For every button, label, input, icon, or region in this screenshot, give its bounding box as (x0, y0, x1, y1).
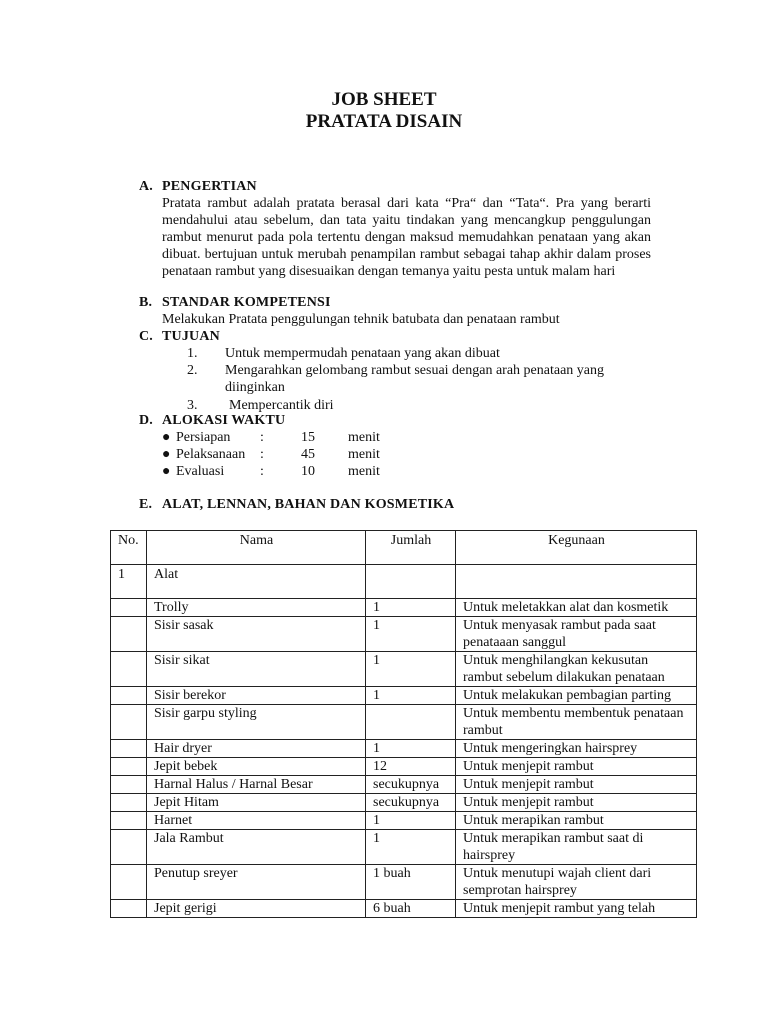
column-header-kegunaan: Kegunaan (456, 531, 697, 565)
equipment-table (110, 530, 697, 918)
table-row: Jepit Hitam secukupnya Untuk menjepit rambut (111, 794, 697, 812)
section-heading: B. STANDAR KOMPETENSI (139, 295, 331, 310)
table-row: Harnet 1 Untuk merapikan rambut (111, 812, 697, 830)
table-row: Hair dryer 1 Untuk mengeringkan hairsprey (111, 740, 697, 758)
table-row: Sisir sikat 1 Untuk menghilangkan kekusutan rambut sebelum dilakukan penataan (111, 652, 697, 687)
group-number: 1 (111, 565, 147, 599)
title-line-1: JOB SHEET (331, 89, 437, 110)
table-row: Sisir berekor 1 Untuk melakukan pembagian parting (111, 687, 697, 705)
table-row: Sisir sasak 1 Untuk menyasak rambut pada saat penataaan sanggul (111, 617, 697, 652)
column-header-no: No. (111, 531, 147, 565)
section-standar-kompetensi (139, 294, 651, 328)
title-line-2: PRATATA DISAIN (305, 111, 463, 132)
list-item: ● Persiapan : 15 menit (162, 430, 380, 445)
table-row: Jepit bebek 12 Untuk menjepit rambut (111, 758, 697, 776)
section-pengertian (139, 178, 651, 280)
bullet-icon: ● (162, 464, 171, 479)
section-tujuan (139, 328, 651, 414)
table-row: Jepit gerigi 6 buah Untuk menjepit rambut yang telah (111, 900, 697, 918)
table-row: Harnal Halus / Harnal Besar secukupnya Untuk menjepit rambut (111, 776, 697, 794)
list-item: ● Pelaksanaan : 45 menit (162, 447, 380, 462)
list-item: 1. Untuk mempermudah penataan yang akan dibuat (187, 346, 500, 361)
list-item: ● Evaluasi : 10 menit (162, 464, 380, 479)
section-heading: D. ALOKASI WAKTU (139, 413, 286, 428)
table-row: Trolly 1 Untuk meletakkan alat dan kosmetik (111, 599, 697, 617)
section-alokasi-waktu (139, 412, 651, 480)
group-name: Alat (147, 565, 366, 599)
table-row: Penutup sreyer 1 buah Untuk menutupi wajah client dari semprotan hairsprey (111, 865, 697, 900)
column-header-nama: Nama (147, 531, 366, 565)
table-header-row (111, 531, 697, 565)
table-group-row (111, 565, 697, 599)
document-title (0, 89, 768, 133)
section-body: Melakukan Pratata penggulungan tehnik batubata dan penataan rambut (162, 312, 560, 327)
column-header-jumlah: Jumlah (366, 531, 456, 565)
list-item: 2. Mengarahkan gelombang rambut sesuai dengan arah penataan yang diinginkan (187, 363, 605, 395)
table-row: Jala Rambut 1 Untuk merapikan rambut saat di hairsprey (111, 830, 697, 865)
table-row: Sisir garpu styling Untuk membentu membentuk penataan rambut (111, 705, 697, 740)
section-heading: A. PENGERTIAN (139, 179, 257, 194)
bullet-icon: ● (162, 430, 171, 445)
section-body: Pratata rambut adalah pratata berasal dari kata “Pra“ dan “Tata“. Pra yang berarti mendahului atau sebelum, dan tata yaitu tindakan yang mencangkup penggulungan rambut menurut pada pola tertentu dengan maksud memudahkan penataan yang akan dibuat. bertujuan untuk merubah penampilan rambut sebagai tahap akhir dalam proses penataan rambut yang disesuaikan dengan temanya yaitu pesta untuk malam hari (162, 196, 651, 279)
list-item: 3. Mempercantik diri (187, 398, 334, 413)
section-alat-bahan (139, 496, 651, 513)
section-heading: C. TUJUAN (139, 329, 220, 344)
section-heading: E. ALAT, LENNAN, BAHAN DAN KOSMETIKA (139, 497, 455, 512)
bullet-icon: ● (162, 447, 171, 462)
